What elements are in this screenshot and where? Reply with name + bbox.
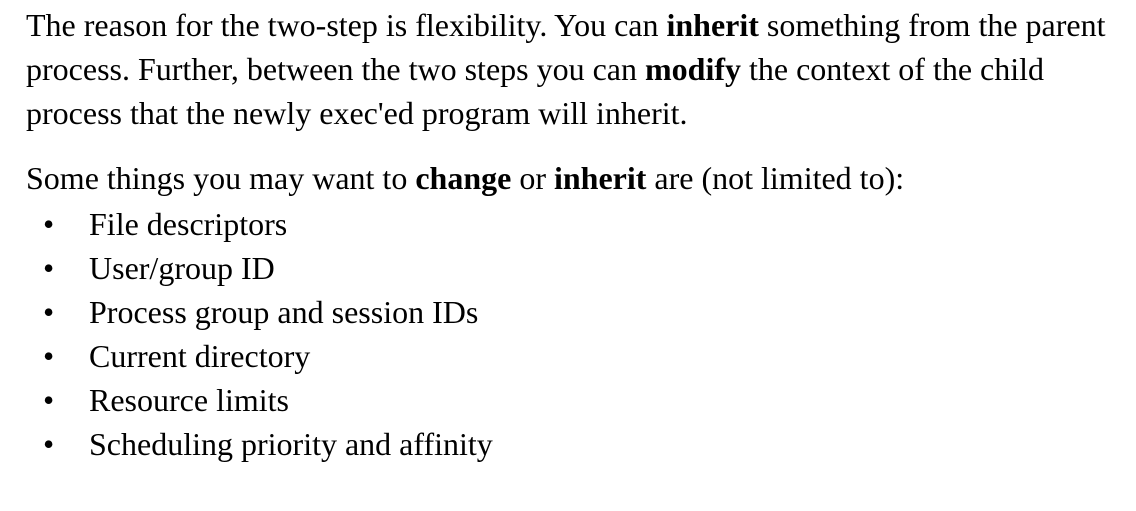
list-item: • Process group and session IDs [26, 290, 1136, 334]
bold-term-modify: modify [645, 51, 741, 87]
text-run: the context of the child process that the newly exec'ed program will inherit. [26, 51, 1045, 131]
text-run: something from the parent process. Further, between the two steps you can [26, 7, 1106, 87]
text-run: The reason for the two-step is flexibility. You can [26, 7, 667, 43]
text-run: are (not limited to): [646, 160, 905, 196]
text-run: or [511, 160, 554, 196]
list-item: • Resource limits [26, 378, 1136, 422]
bold-term-change: change [415, 160, 512, 196]
list-item: • File descriptors [26, 202, 1136, 246]
bold-term-inherit: inherit [666, 7, 759, 43]
list-item: • Current directory [26, 334, 1136, 378]
inheritable-attributes-list [26, 202, 1136, 466]
paragraph-flexibility [26, 3, 1136, 135]
list-item: • Scheduling priority and affinity [26, 422, 1136, 466]
paragraph-list-intro [26, 156, 1136, 200]
text-run: Some things you may want to [26, 160, 416, 196]
bold-term-inherit: inherit [553, 160, 647, 196]
list-item: • User/group ID [26, 246, 1136, 290]
